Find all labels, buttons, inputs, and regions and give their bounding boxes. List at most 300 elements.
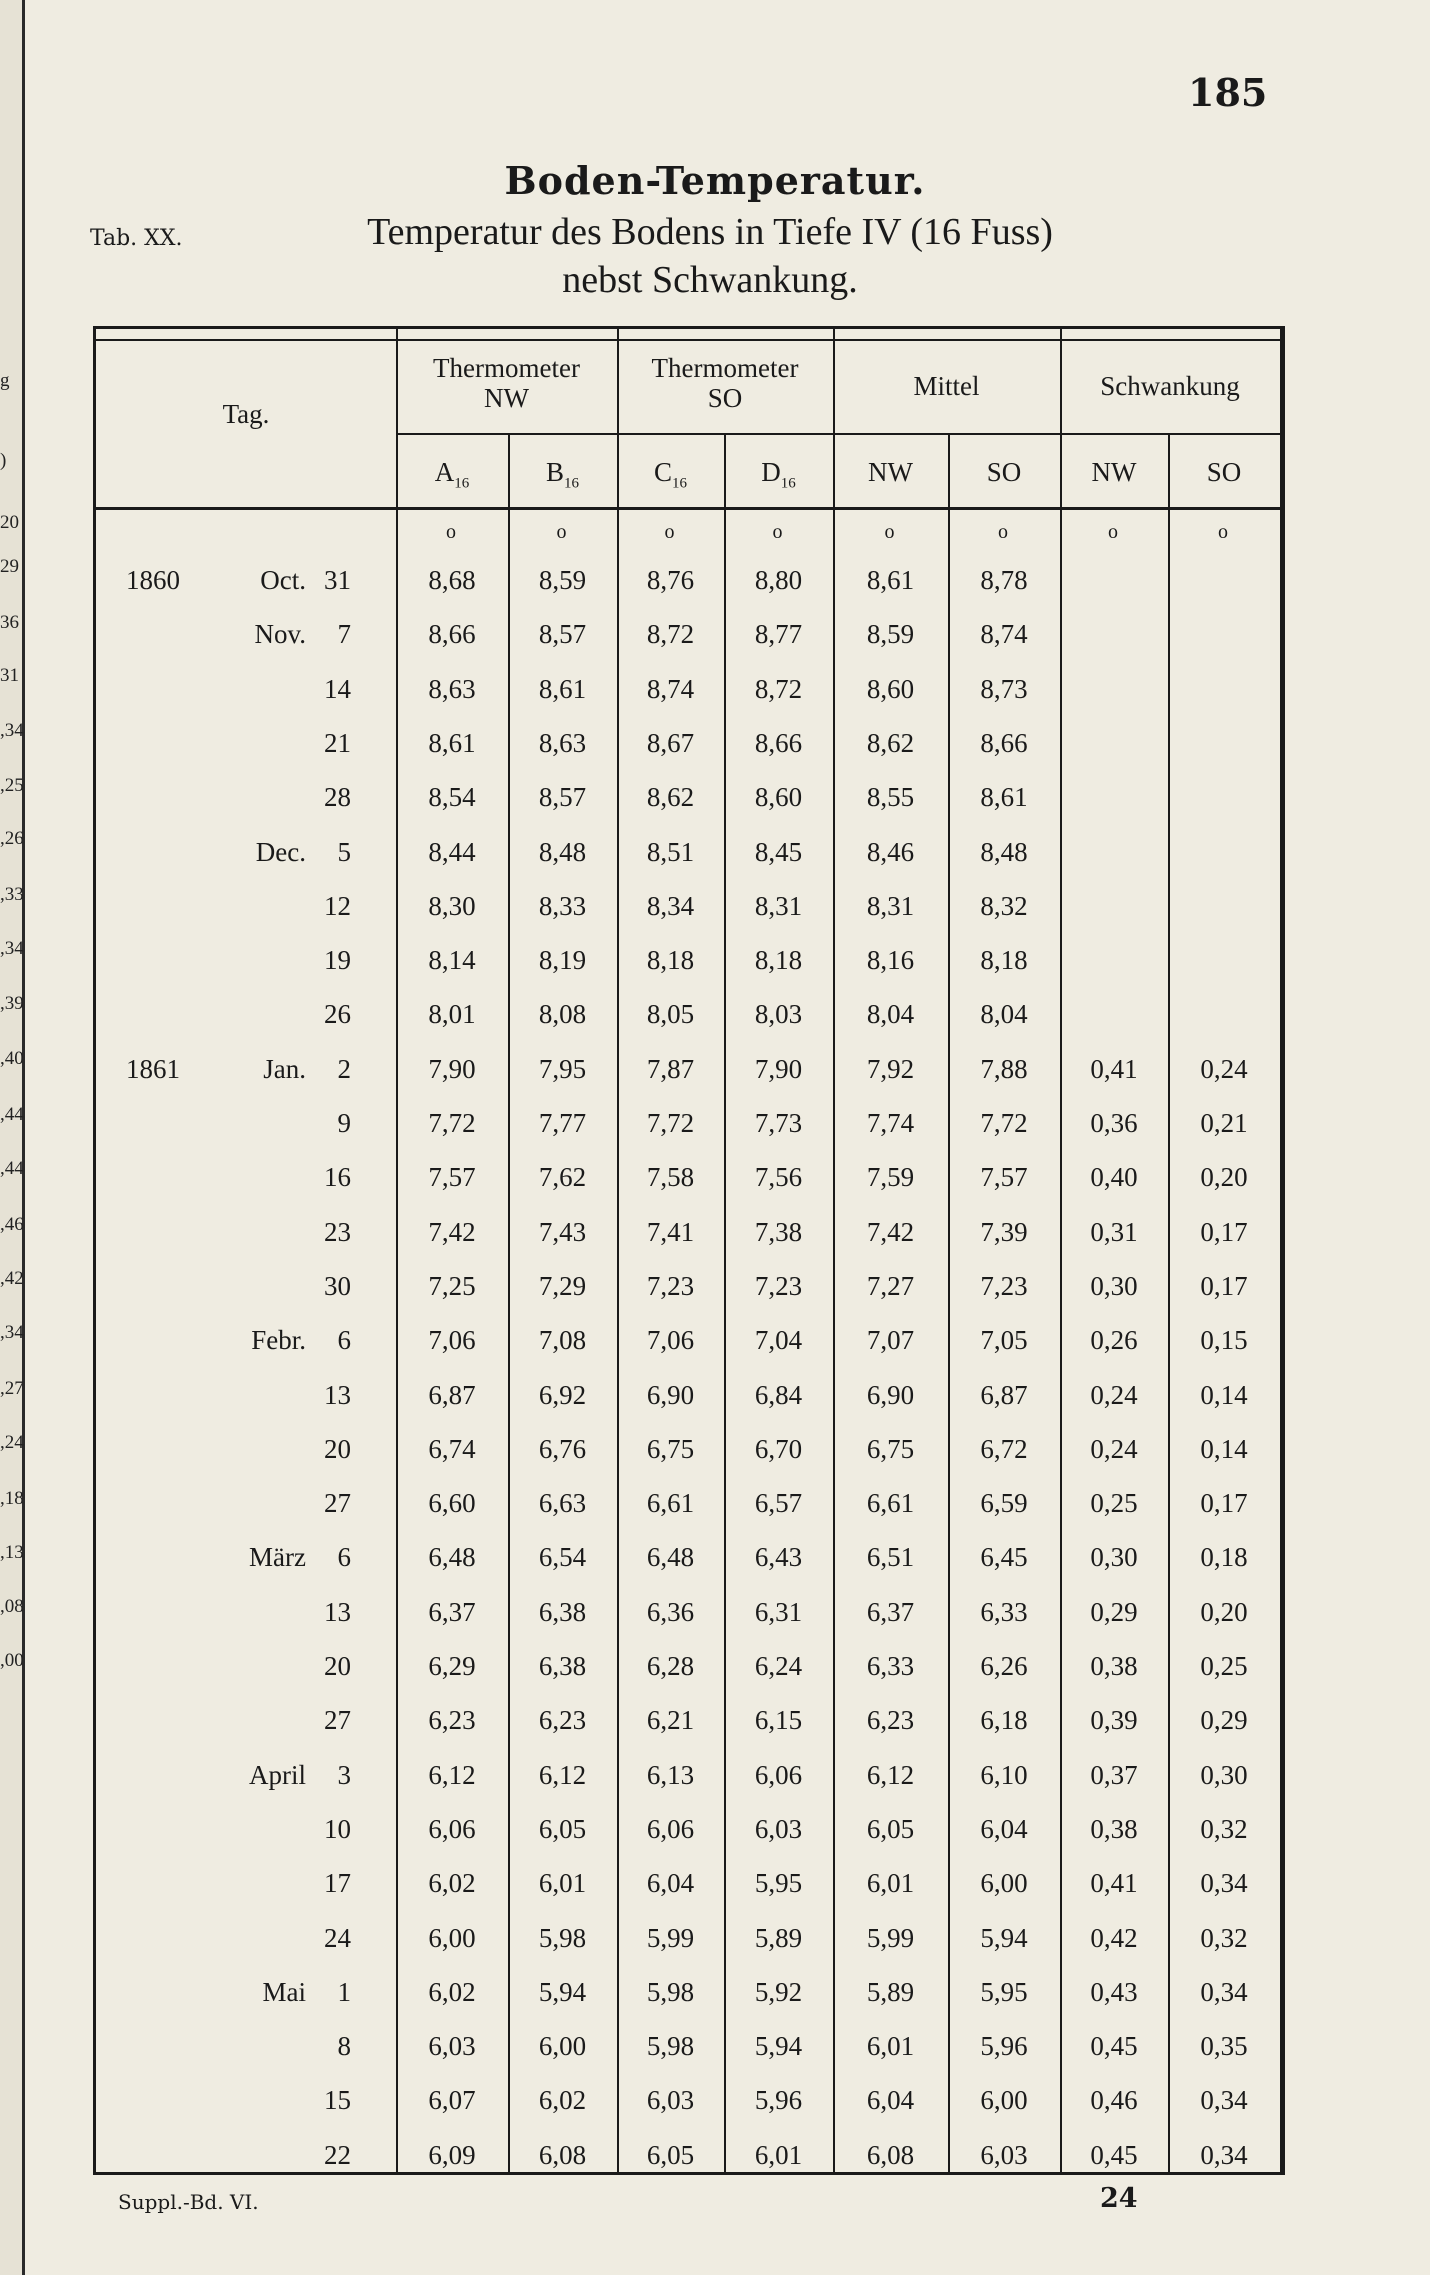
cell-c: 6,13 <box>646 1759 695 1790</box>
cell-b: 6,38 <box>538 1596 587 1627</box>
cell-a: 6,48 <box>428 1542 476 1573</box>
cell-a: 7,90 <box>428 1053 476 1084</box>
cell-b: 6,54 <box>538 1542 587 1573</box>
cell-snw: 0,37 <box>1090 1759 1138 1790</box>
cell-d: 6,03 <box>754 1813 803 1844</box>
cell-sso: 0,30 <box>1200 1759 1248 1790</box>
cell-d: 5,95 <box>754 1868 803 1899</box>
row-day: 27 <box>324 1488 351 1519</box>
edge-number: ,27 <box>0 1378 24 1399</box>
cell-snw: 0,41 <box>1090 1868 1138 1899</box>
row-year <box>126 770 196 824</box>
row-year <box>126 716 196 770</box>
cell-sso: 0,34 <box>1200 1868 1248 1899</box>
cell-snw: 0,25 <box>1090 1488 1138 1519</box>
row-day: 27 <box>324 1705 351 1736</box>
cell-b: 7,95 <box>538 1053 587 1084</box>
cell-mnw: 8,60 <box>866 673 915 704</box>
cell-c: 6,06 <box>646 1813 695 1844</box>
cell-mnw: 7,59 <box>866 1162 915 1193</box>
row-day: 21 <box>324 727 351 758</box>
row-month: Mai <box>262 1976 306 2007</box>
row-day: 16 <box>324 1162 351 1193</box>
cell-mnw: 6,51 <box>866 1542 915 1573</box>
row-day: 20 <box>324 1433 351 1464</box>
cell-a: 8,66 <box>428 619 476 650</box>
cell-sso <box>1168 716 1280 770</box>
edge-number: ) <box>0 450 7 471</box>
cell-d: 8,66 <box>754 727 803 758</box>
cell-snw: 0,31 <box>1090 1216 1138 1247</box>
row-year <box>126 825 196 879</box>
row-year: 1860 <box>126 565 180 595</box>
page-title: Boden-Temperatur. <box>504 158 926 203</box>
cell-sso <box>1168 879 1280 933</box>
header-c16: $C_{16}$ <box>653 457 687 492</box>
cell-c: 8,72 <box>646 619 695 650</box>
cell-d: 8,45 <box>754 836 803 867</box>
cell-d: 7,56 <box>754 1162 803 1193</box>
cell-mnw: 8,61 <box>866 565 915 595</box>
cell-b: 6,00 <box>538 2031 587 2062</box>
cell-mso: 5,96 <box>980 2031 1028 2062</box>
cell-d: 6,24 <box>754 1651 803 1681</box>
cell-sso: 0,34 <box>1200 2085 1248 2116</box>
row-day: 2 <box>337 1053 351 1084</box>
cell-b: 8,61 <box>538 673 587 704</box>
row-month <box>206 1911 306 1965</box>
cell-c: 6,03 <box>646 2085 695 2116</box>
row-year <box>126 1639 196 1693</box>
row-day: 28 <box>324 782 351 813</box>
cell-d: 8,03 <box>754 999 803 1030</box>
edge-number: ,39 <box>0 993 24 1014</box>
cell-a: 7,06 <box>428 1325 476 1356</box>
cell-mnw: 6,12 <box>866 1759 915 1790</box>
cell-a: 6,23 <box>428 1705 476 1736</box>
cell-d: 5,92 <box>754 1976 803 2007</box>
cell-mnw: 6,01 <box>866 1868 915 1899</box>
cell-mso: 7,39 <box>980 1216 1028 1247</box>
row-day: 8 <box>337 2031 351 2062</box>
edge-number: ,24 <box>0 1432 24 1453</box>
cell-mnw: 7,07 <box>866 1325 915 1356</box>
degree-marker: o <box>998 521 1008 543</box>
cell-mso: 6,87 <box>980 1379 1028 1410</box>
cell-b: 6,23 <box>538 1705 587 1736</box>
row-month <box>206 879 306 933</box>
cell-c: 6,28 <box>646 1651 695 1681</box>
cell-mnw: 7,92 <box>866 1053 915 1084</box>
cell-a: 8,01 <box>428 999 476 1030</box>
cell-d: 5,89 <box>754 1922 803 1953</box>
cell-snw: 0,26 <box>1090 1325 1138 1356</box>
cell-mnw: 7,27 <box>866 1270 915 1301</box>
row-year <box>126 1368 196 1422</box>
cell-mnw: 5,89 <box>866 1976 915 2007</box>
cell-mnw: 6,37 <box>866 1596 915 1627</box>
cell-snw: 0,40 <box>1090 1162 1138 1193</box>
cell-b: 6,12 <box>538 1759 587 1790</box>
cell-mnw: 8,59 <box>866 619 915 650</box>
cell-mnw: 6,23 <box>866 1705 915 1736</box>
row-month <box>206 1802 306 1856</box>
row-month <box>206 1205 306 1259</box>
cell-c: 7,06 <box>646 1325 695 1356</box>
cell-snw: 0,24 <box>1090 1433 1138 1464</box>
cell-mnw: 6,90 <box>866 1379 915 1410</box>
row-day: 14 <box>324 673 351 704</box>
row-month <box>206 1856 306 1910</box>
cell-b: 8,33 <box>538 890 587 921</box>
row-month <box>206 1368 306 1422</box>
cell-c: 6,48 <box>646 1542 695 1573</box>
edge-number: ,33 <box>0 884 24 905</box>
cell-a: 6,37 <box>428 1596 476 1627</box>
degree-marker: o <box>1108 521 1118 543</box>
row-year <box>126 607 196 661</box>
cell-sso <box>1168 553 1280 607</box>
cell-b: 6,76 <box>538 1433 587 1464</box>
cell-c: 6,90 <box>646 1379 695 1410</box>
cell-mso: 8,66 <box>980 727 1028 758</box>
cell-mnw: 6,04 <box>866 2085 915 2116</box>
row-year <box>126 2019 196 2073</box>
cell-snw: 0,42 <box>1090 1922 1138 1953</box>
header-thermo-so: Thermometer SO <box>651 353 799 413</box>
cell-mso: 6,33 <box>980 1596 1028 1627</box>
edge-number: 20 <box>0 512 19 533</box>
row-month <box>206 2073 306 2127</box>
cell-snw: 0,45 <box>1090 2139 1138 2170</box>
row-month <box>206 770 306 824</box>
cell-b: 7,62 <box>538 1162 587 1193</box>
cell-mnw: 8,31 <box>866 890 915 921</box>
cell-a: 8,68 <box>428 565 476 595</box>
cell-a: 8,44 <box>428 836 476 867</box>
cell-snw <box>1060 933 1168 987</box>
cell-mso: 5,95 <box>980 1976 1028 2007</box>
edge-number: ,13 <box>0 1542 24 1563</box>
cell-snw <box>1060 879 1168 933</box>
row-year <box>126 2073 196 2127</box>
header-thermo-nw: Thermometer NW <box>433 353 580 413</box>
cell-d: 6,01 <box>754 2139 803 2170</box>
cell-c: 6,36 <box>646 1596 695 1627</box>
row-day: 12 <box>324 890 351 921</box>
cell-snw: 0,36 <box>1090 1108 1138 1138</box>
edge-number: ,34 <box>0 720 24 741</box>
cell-mnw: 7,42 <box>866 1216 915 1247</box>
table-subtitle <box>260 208 1160 304</box>
table-label: Tab. XX. <box>90 226 183 251</box>
edge-number: g <box>0 370 10 391</box>
cell-a: 6,87 <box>428 1379 476 1410</box>
cell-sso: 0,14 <box>1200 1379 1248 1410</box>
cell-mnw: 6,08 <box>866 2139 915 2170</box>
cell-d: 8,72 <box>754 673 803 704</box>
cell-a: 7,57 <box>428 1162 476 1193</box>
row-month <box>206 662 306 716</box>
edge-number: ,42 <box>0 1268 24 1289</box>
cell-sso <box>1168 607 1280 661</box>
edge-number: ,00 <box>0 1650 24 1671</box>
cell-mso: 6,72 <box>980 1433 1028 1464</box>
cell-mso: 6,00 <box>980 1868 1028 1899</box>
cell-c: 8,34 <box>646 890 695 921</box>
cell-snw: 0,30 <box>1090 1542 1138 1573</box>
row-month <box>206 716 306 770</box>
cell-c: 6,75 <box>646 1433 695 1464</box>
cell-b: 6,63 <box>538 1488 587 1519</box>
cell-b: 8,63 <box>538 727 587 758</box>
cell-c: 7,72 <box>646 1108 695 1138</box>
cell-d: 8,31 <box>754 890 803 921</box>
row-month <box>206 1476 306 1530</box>
footer-volume: Suppl.-Bd. VI. <box>118 2190 259 2214</box>
cell-snw <box>1060 716 1168 770</box>
edge-number: ,18 <box>0 1488 24 1509</box>
row-month <box>206 1585 306 1639</box>
row-year <box>126 879 196 933</box>
cell-mso: 8,74 <box>980 619 1028 650</box>
cell-d: 8,18 <box>754 945 803 976</box>
cell-snw: 0,38 <box>1090 1813 1138 1844</box>
row-year <box>126 1313 196 1367</box>
cell-a: 6,02 <box>428 1976 476 2007</box>
cell-c: 6,61 <box>646 1488 695 1519</box>
cell-d: 7,73 <box>754 1108 803 1138</box>
cell-snw <box>1060 607 1168 661</box>
row-day: 7 <box>337 619 351 650</box>
cell-d: 6,06 <box>754 1759 803 1790</box>
cell-b: 8,48 <box>538 836 587 867</box>
cell-b: 6,05 <box>538 1813 587 1844</box>
cell-mnw: 8,55 <box>866 782 915 813</box>
cell-a: 7,42 <box>428 1216 476 1247</box>
cell-snw <box>1060 770 1168 824</box>
cell-mnw: 6,01 <box>866 2031 915 2062</box>
row-day: 26 <box>324 999 351 1030</box>
row-year <box>126 1530 196 1584</box>
cell-c: 8,74 <box>646 673 695 704</box>
row-month: Oct. <box>260 565 306 595</box>
row-month <box>206 2128 306 2182</box>
cell-sso: 0,20 <box>1200 1162 1248 1193</box>
row-day: 31 <box>324 565 351 595</box>
cell-snw: 0,45 <box>1090 2031 1138 2062</box>
cell-snw: 0,43 <box>1090 1976 1138 2007</box>
cell-d: 6,84 <box>754 1379 803 1410</box>
cell-c: 7,58 <box>646 1162 695 1193</box>
cell-b: 6,92 <box>538 1379 587 1410</box>
row-year <box>126 1150 196 1204</box>
degree-marker: o <box>556 521 567 543</box>
cell-b: 5,94 <box>538 1976 587 2007</box>
cell-c: 8,67 <box>646 727 695 758</box>
cell-mso: 6,03 <box>980 2139 1028 2170</box>
row-day: 24 <box>324 1922 351 1953</box>
cell-a: 7,25 <box>428 1270 476 1301</box>
cell-c: 5,98 <box>646 2031 695 2062</box>
cell-mnw: 8,16 <box>866 945 915 976</box>
cell-sso: 0,25 <box>1200 1651 1248 1681</box>
cell-mnw: 6,61 <box>866 1488 915 1519</box>
cell-b: 7,43 <box>538 1216 587 1247</box>
cell-mso: 6,10 <box>980 1759 1028 1790</box>
row-month: Jan. <box>263 1053 306 1084</box>
cell-mso: 8,61 <box>980 782 1028 813</box>
cell-sso: 0,15 <box>1200 1325 1248 1356</box>
cell-c: 6,05 <box>646 2139 695 2170</box>
cell-d: 6,31 <box>754 1596 803 1627</box>
cell-sso: 0,17 <box>1200 1488 1248 1519</box>
cell-d: 5,96 <box>754 2085 803 2116</box>
footer-signature: 24 <box>1100 2183 1138 2214</box>
row-month: März <box>249 1542 306 1573</box>
cell-sso: 0,21 <box>1200 1108 1248 1138</box>
cell-mso: 7,88 <box>980 1053 1028 1084</box>
cell-c: 5,98 <box>646 1976 695 2007</box>
cell-mso: 7,57 <box>980 1162 1028 1193</box>
cell-a: 6,29 <box>428 1651 476 1681</box>
row-year <box>126 987 196 1041</box>
cell-a: 8,14 <box>428 945 476 976</box>
cell-a: 6,60 <box>428 1488 476 1519</box>
row-month: April <box>249 1759 306 1790</box>
cell-c: 7,41 <box>646 1216 695 1247</box>
cell-a: 6,02 <box>428 1868 476 1899</box>
degree-marker: o <box>664 521 675 543</box>
edge-number: ,40 <box>0 1048 24 1069</box>
header-bottom-line <box>96 507 1280 510</box>
cell-snw: 0,29 <box>1090 1596 1138 1627</box>
cell-d: 6,43 <box>754 1542 803 1573</box>
page-number: 185 <box>1188 70 1268 115</box>
cell-mso: 7,05 <box>980 1325 1028 1356</box>
cell-mso: 8,78 <box>980 565 1028 595</box>
cell-snw: 0,24 <box>1090 1379 1138 1410</box>
cell-a: 6,06 <box>428 1813 476 1844</box>
edge-number: ,08 <box>0 1596 24 1617</box>
cell-c: 8,05 <box>646 999 695 1030</box>
row-year <box>126 1911 196 1965</box>
row-day: 5 <box>337 836 351 867</box>
row-year <box>126 1259 196 1313</box>
cell-d: 5,94 <box>754 2031 803 2062</box>
cell-sso: 0,34 <box>1200 2139 1248 2170</box>
cell-sso <box>1168 933 1280 987</box>
cell-sso: 0,35 <box>1200 2031 1248 2062</box>
row-year <box>126 1856 196 1910</box>
subtitle-line-1: Temperatur des Bodens in Tiefe IV (16 Fuss) <box>367 211 1053 253</box>
cell-b: 6,38 <box>538 1651 587 1681</box>
cell-c: 5,99 <box>646 1922 695 1953</box>
cell-b: 8,19 <box>538 945 587 976</box>
header-top-line <box>96 339 1280 341</box>
cell-a: 6,03 <box>428 2031 476 2062</box>
cell-c: 8,76 <box>646 565 695 595</box>
cell-mso: 6,04 <box>980 1813 1028 1844</box>
row-day: 13 <box>324 1596 351 1627</box>
cell-b: 6,08 <box>538 2139 587 2170</box>
cell-mso: 8,48 <box>980 836 1028 867</box>
header-tag: Tag. <box>222 399 270 429</box>
cell-d: 7,04 <box>754 1325 803 1356</box>
row-month <box>206 933 306 987</box>
cell-d: 8,77 <box>754 619 803 650</box>
cell-sso: 0,17 <box>1200 1216 1248 1247</box>
cell-a: 8,63 <box>428 673 476 704</box>
degree-marker: o <box>884 521 895 543</box>
temperature-table <box>93 326 1285 2175</box>
row-month <box>206 1639 306 1693</box>
row-day: 20 <box>324 1651 351 1681</box>
cell-mso: 8,18 <box>980 945 1028 976</box>
cell-sso <box>1168 987 1280 1041</box>
row-year <box>126 1965 196 2019</box>
row-year <box>126 1096 196 1150</box>
cell-mnw: 6,75 <box>866 1433 915 1464</box>
cell-mnw: 6,05 <box>866 1813 915 1844</box>
cell-mso: 8,73 <box>980 673 1028 704</box>
cell-a: 6,07 <box>428 2085 476 2116</box>
subtitle-line-2: nebst Schwankung. <box>562 259 858 301</box>
row-month <box>206 987 306 1041</box>
cell-b: 8,59 <box>538 565 587 595</box>
row-month <box>206 2019 306 2073</box>
cell-snw <box>1060 987 1168 1041</box>
header-mid-line <box>396 433 1280 435</box>
cell-mnw: 7,74 <box>866 1108 915 1138</box>
cell-b: 8,08 <box>538 999 587 1030</box>
cell-mnw: 8,46 <box>866 836 915 867</box>
cell-sso: 0,18 <box>1200 1542 1248 1573</box>
cell-sso: 0,20 <box>1200 1596 1248 1627</box>
cell-a: 6,12 <box>428 1759 476 1790</box>
cell-a: 8,54 <box>428 782 476 813</box>
row-day: 10 <box>324 1813 351 1844</box>
adjacent-page-edge <box>0 0 25 2275</box>
degree-marker: o <box>772 521 783 543</box>
row-year <box>126 1476 196 1530</box>
row-day: 22 <box>324 2139 351 2170</box>
cell-mso: 8,04 <box>980 999 1028 1030</box>
cell-c: 6,21 <box>646 1705 695 1736</box>
cell-snw <box>1060 662 1168 716</box>
cell-mso: 7,23 <box>980 1270 1028 1301</box>
cell-b: 6,02 <box>538 2085 587 2116</box>
row-day: 9 <box>337 1108 351 1138</box>
cell-c: 6,04 <box>646 1868 695 1899</box>
row-year <box>126 1693 196 1747</box>
row-year <box>126 1802 196 1856</box>
cell-sso: 0,29 <box>1200 1705 1248 1736</box>
cell-b: 7,29 <box>538 1270 587 1301</box>
row-year <box>126 1748 196 1802</box>
cell-mnw: 8,62 <box>866 727 915 758</box>
row-day: 13 <box>324 1379 351 1410</box>
edge-number: ,26 <box>0 828 24 849</box>
cell-sso: 0,32 <box>1200 1922 1248 1953</box>
edge-number: 36 <box>0 612 19 633</box>
header-mittel-so: SO <box>986 457 1022 487</box>
row-year <box>126 1422 196 1476</box>
cell-d: 7,23 <box>754 1270 803 1301</box>
cell-snw: 0,46 <box>1090 2085 1138 2116</box>
cell-c: 8,18 <box>646 945 695 976</box>
edge-number: 29 <box>0 556 19 577</box>
